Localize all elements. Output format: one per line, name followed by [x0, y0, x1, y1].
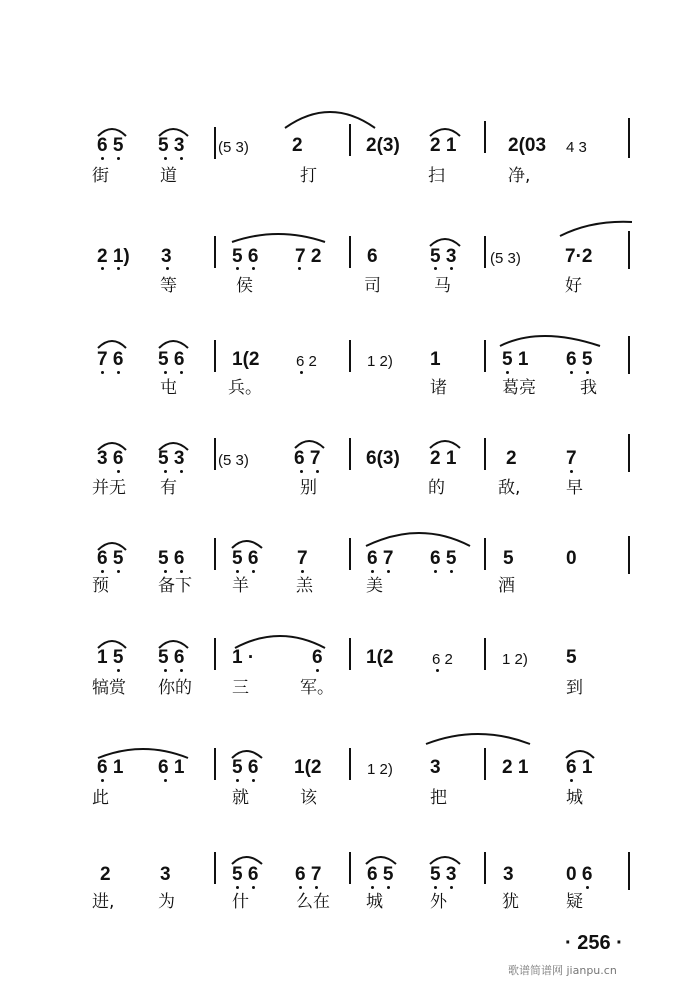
- bar-line: [484, 121, 486, 153]
- bar-line: [628, 852, 630, 890]
- lyric: 备下: [158, 576, 192, 596]
- note-group: 1(2: [232, 349, 260, 370]
- note-group: 6: [312, 647, 323, 668]
- octave-dot: [101, 570, 104, 573]
- slur-arc: [98, 341, 126, 348]
- note-group: 7: [297, 548, 308, 569]
- note-group: 5 3: [158, 448, 185, 469]
- lyric: 三: [232, 678, 249, 698]
- octave-dot: [300, 371, 303, 374]
- note-group: 3: [161, 246, 172, 267]
- note-group: 6 5: [430, 548, 457, 569]
- lyric: 羊: [232, 576, 249, 596]
- footer-watermark: 歌谱简谱网 jianpu.cn: [508, 964, 617, 977]
- bar-line: [349, 638, 351, 670]
- bar-line: [628, 336, 630, 374]
- bar-line: [214, 127, 216, 159]
- note-group: 6 5: [97, 135, 124, 156]
- note-group: 5 3: [430, 864, 457, 885]
- octave-dot: [300, 470, 303, 473]
- note-group: 6 2: [296, 353, 317, 370]
- octave-dot: [180, 570, 183, 573]
- octave-dot: [371, 570, 374, 573]
- slur-arc: [426, 734, 530, 744]
- octave-dot: [298, 267, 301, 270]
- lyric: 你的: [158, 678, 192, 698]
- slur-arc: [560, 222, 632, 236]
- octave-dot: [101, 157, 104, 160]
- octave-dot: [301, 570, 304, 573]
- note-group: 6 5: [367, 864, 394, 885]
- lyric: 诸: [430, 378, 447, 398]
- lyric: 街: [92, 166, 109, 186]
- lyric: 并无: [92, 478, 126, 498]
- bar-line: [484, 438, 486, 470]
- note-group: (5 3): [218, 139, 249, 156]
- lyric: 别: [300, 478, 317, 498]
- note-group: 6 1: [566, 757, 593, 778]
- octave-dot: [252, 886, 255, 889]
- note-group: 1(2: [366, 647, 394, 668]
- bar-line: [214, 748, 216, 780]
- note-group: 3: [160, 864, 171, 885]
- slur-arc: [366, 533, 470, 546]
- bar-line: [484, 538, 486, 570]
- note-group: 1 ·: [232, 647, 255, 668]
- note-group: 5 6: [232, 246, 259, 267]
- lyric: 进,: [92, 892, 115, 912]
- slur-arc: [430, 857, 460, 864]
- note-group: 2 1: [430, 135, 457, 156]
- note-group: (5 3): [218, 452, 249, 469]
- note-group: 5 3: [430, 246, 457, 267]
- lyric: 有: [160, 478, 177, 498]
- bar-line: [214, 638, 216, 670]
- lyric: 好: [565, 276, 582, 296]
- octave-dot: [434, 570, 437, 573]
- lyric: 到: [566, 678, 583, 698]
- octave-dot: [506, 371, 509, 374]
- note-group: 7: [566, 448, 577, 469]
- octave-dot: [164, 157, 167, 160]
- slur-arc: [285, 112, 375, 128]
- lyric: 外: [430, 892, 447, 912]
- lyric: 羔: [296, 576, 313, 596]
- lyric: 城: [566, 788, 583, 808]
- lyric: 打: [300, 166, 317, 186]
- octave-dot: [164, 470, 167, 473]
- note-group: 2(3): [366, 135, 400, 156]
- octave-dot: [450, 886, 453, 889]
- lyric: 净,: [508, 166, 531, 186]
- slur-arc: [232, 234, 325, 242]
- lyric: 该: [300, 788, 317, 808]
- note-group: 7 2: [295, 246, 322, 267]
- note-group: 5 1: [502, 349, 529, 370]
- note-group: 2 1): [97, 246, 130, 267]
- lyric: 的: [428, 478, 445, 498]
- octave-dot: [236, 779, 239, 782]
- octave-dot: [117, 470, 120, 473]
- note-group: 1: [430, 349, 441, 370]
- note-group: 1 2): [502, 651, 528, 668]
- slur-arc: [430, 441, 460, 448]
- octave-dot: [180, 157, 183, 160]
- octave-dot: [117, 570, 120, 573]
- note-group: 5 6: [232, 864, 259, 885]
- note-group: 6 1: [158, 757, 185, 778]
- lyric: 马: [434, 276, 451, 296]
- octave-dot: [236, 570, 239, 573]
- bar-line: [628, 536, 630, 574]
- bar-line: [484, 638, 486, 670]
- octave-dot: [117, 371, 120, 374]
- octave-dot: [164, 669, 167, 672]
- lyric: 侯: [236, 276, 253, 296]
- lyric: 犹: [502, 892, 519, 912]
- bar-line: [484, 236, 486, 268]
- note-group: 2: [506, 448, 517, 469]
- note-group: 2 1: [430, 448, 457, 469]
- octave-dot: [570, 371, 573, 374]
- lyric: 把: [430, 788, 447, 808]
- lyric: 城: [366, 892, 383, 912]
- lyric: 犒赏: [92, 678, 126, 698]
- note-group: 2: [292, 135, 303, 156]
- note-group: 1 5: [97, 647, 124, 668]
- octave-dot: [101, 779, 104, 782]
- octave-dot: [117, 267, 120, 270]
- octave-dot: [180, 669, 183, 672]
- note-group: 5 6: [158, 349, 185, 370]
- slur-arc: [500, 336, 600, 346]
- bar-line: [349, 236, 351, 268]
- note-group: 6 7: [295, 864, 322, 885]
- bar-line: [214, 340, 216, 372]
- octave-dot: [436, 669, 439, 672]
- lyric: 葛亮: [502, 378, 536, 398]
- slur-arc: [232, 857, 262, 864]
- octave-dot: [434, 267, 437, 270]
- octave-dot: [434, 886, 437, 889]
- octave-dot: [252, 779, 255, 782]
- lyric: 酒: [498, 576, 515, 596]
- slur-arc: [232, 541, 262, 548]
- bar-line: [484, 340, 486, 372]
- note-group: 1 2): [367, 353, 393, 370]
- lyric: 道: [160, 166, 177, 186]
- octave-dot: [166, 267, 169, 270]
- octave-dot: [570, 470, 573, 473]
- note-group: 0 6: [566, 864, 593, 885]
- octave-dot: [101, 267, 104, 270]
- octave-dot: [586, 886, 589, 889]
- slur-arc: [159, 341, 188, 348]
- octave-dot: [252, 570, 255, 573]
- octave-dot: [450, 267, 453, 270]
- note-group: 6 5: [97, 548, 124, 569]
- lyric: 司: [364, 276, 381, 296]
- bar-line: [349, 748, 351, 780]
- bar-line: [628, 231, 630, 269]
- note-group: 5 6: [232, 757, 259, 778]
- lyric: 为: [158, 892, 175, 912]
- note-group: 0: [566, 548, 577, 569]
- bar-line: [628, 118, 630, 158]
- octave-dot: [316, 669, 319, 672]
- octave-dot: [117, 669, 120, 672]
- lyric: 此: [92, 788, 109, 808]
- note-group: 5 6: [232, 548, 259, 569]
- octave-dot: [299, 886, 302, 889]
- note-group: 3: [430, 757, 441, 778]
- lyric: 早: [566, 478, 583, 498]
- octave-dot: [164, 570, 167, 573]
- lyric: 么在: [296, 892, 330, 912]
- octave-dot: [164, 371, 167, 374]
- octave-dot: [252, 267, 255, 270]
- slur-arc: [366, 857, 396, 864]
- bar-line: [214, 538, 216, 570]
- lyric: 屯: [160, 378, 177, 398]
- lyric: 我: [580, 378, 597, 398]
- note-group: 3: [503, 864, 514, 885]
- note-group: 2(03: [508, 135, 547, 156]
- octave-dot: [180, 371, 183, 374]
- note-group: 6 7: [294, 448, 321, 469]
- bar-line: [349, 438, 351, 470]
- note-group: 6 5: [566, 349, 593, 370]
- lyric: 军。: [300, 678, 334, 698]
- octave-dot: [316, 470, 319, 473]
- slur-arc: [430, 239, 460, 246]
- octave-dot: [387, 886, 390, 889]
- note-group: 7 6: [97, 349, 124, 370]
- note-group: 5 6: [158, 548, 185, 569]
- bar-line: [214, 236, 216, 268]
- note-group: 5: [566, 647, 577, 668]
- lyric: 美: [366, 576, 383, 596]
- octave-dot: [570, 779, 573, 782]
- octave-dot: [236, 267, 239, 270]
- note-group: 2 1: [502, 757, 529, 778]
- octave-dot: [164, 779, 167, 782]
- note-group: 6 1: [97, 757, 124, 778]
- lyric: 预: [92, 576, 109, 596]
- note-group: 3 6: [97, 448, 124, 469]
- lyric: 等: [160, 276, 177, 296]
- octave-dot: [117, 157, 120, 160]
- page-number: · 256 ·: [565, 932, 623, 954]
- bar-line: [349, 852, 351, 884]
- note-group: 1 2): [367, 761, 393, 778]
- bar-line: [349, 124, 351, 156]
- lyric: 敌,: [498, 478, 521, 498]
- octave-dot: [450, 570, 453, 573]
- bar-line: [349, 538, 351, 570]
- octave-dot: [180, 470, 183, 473]
- note-group: 1(2: [294, 757, 322, 778]
- bar-line: [484, 748, 486, 780]
- bar-line: [628, 434, 630, 472]
- bar-line: [349, 340, 351, 372]
- octave-dot: [586, 371, 589, 374]
- note-group: 7·2: [565, 246, 593, 267]
- note-group: 6 7: [367, 548, 394, 569]
- lyric: 就: [232, 788, 249, 808]
- octave-dot: [387, 570, 390, 573]
- lyric: 疑: [566, 892, 583, 912]
- bar-line: [214, 438, 216, 470]
- octave-dot: [371, 886, 374, 889]
- octave-dot: [236, 886, 239, 889]
- note-group: 2: [100, 864, 111, 885]
- slur-arc: [295, 441, 324, 448]
- note-group: 5: [503, 548, 514, 569]
- note-group: 6(3): [366, 448, 400, 469]
- note-group: 6 2: [432, 651, 453, 668]
- bar-line: [214, 852, 216, 884]
- note-group: 5 6: [158, 647, 185, 668]
- octave-dot: [315, 886, 318, 889]
- lyric: 什: [232, 892, 249, 912]
- lyric: 扫: [428, 166, 445, 186]
- note-group: (5 3): [490, 250, 521, 267]
- bar-line: [484, 852, 486, 884]
- octave-dot: [101, 371, 104, 374]
- lyric: 兵。: [228, 378, 262, 398]
- note-group: 4 3: [566, 139, 587, 156]
- note-group: 5 3: [158, 135, 185, 156]
- note-group: 6: [367, 246, 378, 267]
